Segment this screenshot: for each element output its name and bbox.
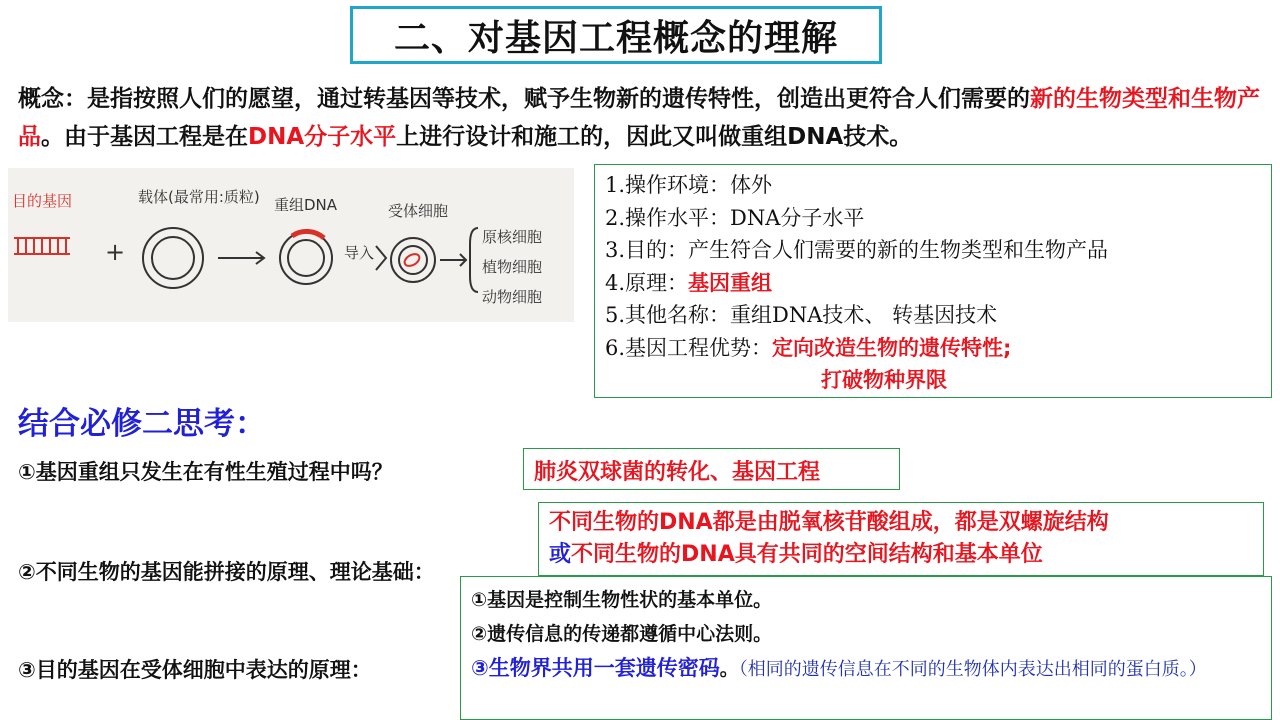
outcome-arrow-icon	[440, 228, 478, 292]
info-label: 3.目的：	[605, 238, 689, 262]
answer-3-highlight: ③生物界共用一套遗传密码	[471, 656, 720, 680]
gene-engineering-diagram	[8, 168, 574, 322]
info-item	[605, 202, 1271, 235]
import-arrow-icon	[376, 246, 386, 270]
recombinant-plasmid-icon	[280, 231, 332, 284]
concept-highlight-1: 新的生物类型和生物产品	[18, 86, 1260, 150]
arrow-icon	[218, 252, 264, 264]
concept-text-2: 。由于基因工程是在	[41, 124, 248, 150]
diagram-recombinant-label: 重组DNA	[274, 196, 338, 214]
info-value: 体外	[730, 173, 773, 197]
diagram-target-gene-label: 目的基因	[12, 192, 73, 210]
answer-3-note-close: ）	[1188, 659, 1207, 680]
question-2: ②不同生物的基因能拼接的原理、理论基础：	[18, 560, 435, 584]
info-value: 重组DNA技术、 转基因技术	[730, 303, 998, 327]
info-item	[605, 332, 1271, 365]
diagram-outcome-3: 动物细胞	[482, 288, 543, 306]
answer-3-line-3	[471, 651, 1271, 687]
answer-2-line-2	[549, 539, 1263, 571]
info-item	[605, 267, 1271, 300]
concept-paragraph	[18, 80, 1268, 156]
concept-label: 概念：	[18, 86, 87, 112]
question-3: ③目的基因在受体细胞中表达的原理：	[18, 658, 372, 682]
info-value: DNA分子水平	[730, 205, 865, 230]
target-gene-icon	[14, 238, 70, 254]
section-heading: 结合必修二思考：	[18, 406, 266, 442]
answer-3-line-2: ②遗传信息的传递都遵循中心法则。	[471, 623, 773, 645]
info-item	[605, 169, 1271, 202]
diagram-vector-label: 载体(最常用:质粒)	[138, 188, 260, 206]
diagram-outcome-1: 原核细胞	[482, 228, 543, 246]
answer-2-box	[538, 502, 1264, 576]
answer-3-box	[460, 576, 1272, 720]
question-1: ①基因重组只发生在有性生殖过程中吗？	[18, 460, 393, 484]
info-item-continuation	[605, 364, 1271, 397]
info-item	[605, 234, 1271, 267]
page-title: 二、对基因工程概念的理解	[350, 6, 882, 64]
info-value: 产生符合人们需要的新的生物类型和生物产品	[688, 238, 1109, 262]
answer-3-period: 。	[719, 658, 739, 680]
info-label: 2.操作水平：	[605, 205, 731, 230]
info-item	[605, 299, 1271, 332]
recipient-cell-icon	[391, 238, 435, 282]
answer-1-box: 肺炎双球菌的转化、基因工程	[523, 448, 900, 490]
answer-2-text: 不同生物的DNA具有共同的空间结构和基本单位	[571, 542, 1043, 567]
concept-text-1: 是指按照人们的愿望，通过转基因等技术，赋予生物新的遗传特性，创造出更符合人们需要的	[87, 86, 1030, 112]
diagram-outcome-2: 植物细胞	[482, 258, 543, 276]
answer-3-note: 相同的遗传信息在不同的生物体内表达出相同的蛋白质。	[747, 659, 1189, 680]
info-label: 4.原理：	[605, 270, 689, 295]
diagram-import-label: 导入	[344, 244, 375, 262]
answer-3-note-open: （	[738, 659, 748, 680]
info-value: 定向改造生物的遗传特性;	[772, 335, 1012, 360]
info-label: 6.基因工程优势：	[605, 335, 773, 360]
info-value: 基因重组	[688, 270, 773, 295]
concept-highlight-2: DNA分子水平	[248, 124, 397, 150]
info-label: 1.操作环境：	[605, 173, 731, 197]
info-box	[594, 164, 1272, 398]
concept-text-3: 上进行设计和施工的，因此又叫做重组DNA技术。	[396, 124, 913, 150]
plasmid-icon	[143, 228, 203, 288]
diagram-recipient-label: 受体细胞	[388, 202, 449, 220]
info-label: 5.其他名称：	[605, 303, 731, 327]
answer-2-or: 或	[549, 542, 572, 567]
answer-3-line-1: ①基因是控制生物性状的基本单位。	[471, 589, 773, 611]
diagram-plus-sign: +	[105, 238, 126, 266]
info-value: 打破物种界限	[821, 368, 947, 392]
answer-2-line-1: 不同生物的DNA都是由脱氧核苷酸组成，都是双螺旋结构	[549, 510, 1109, 535]
